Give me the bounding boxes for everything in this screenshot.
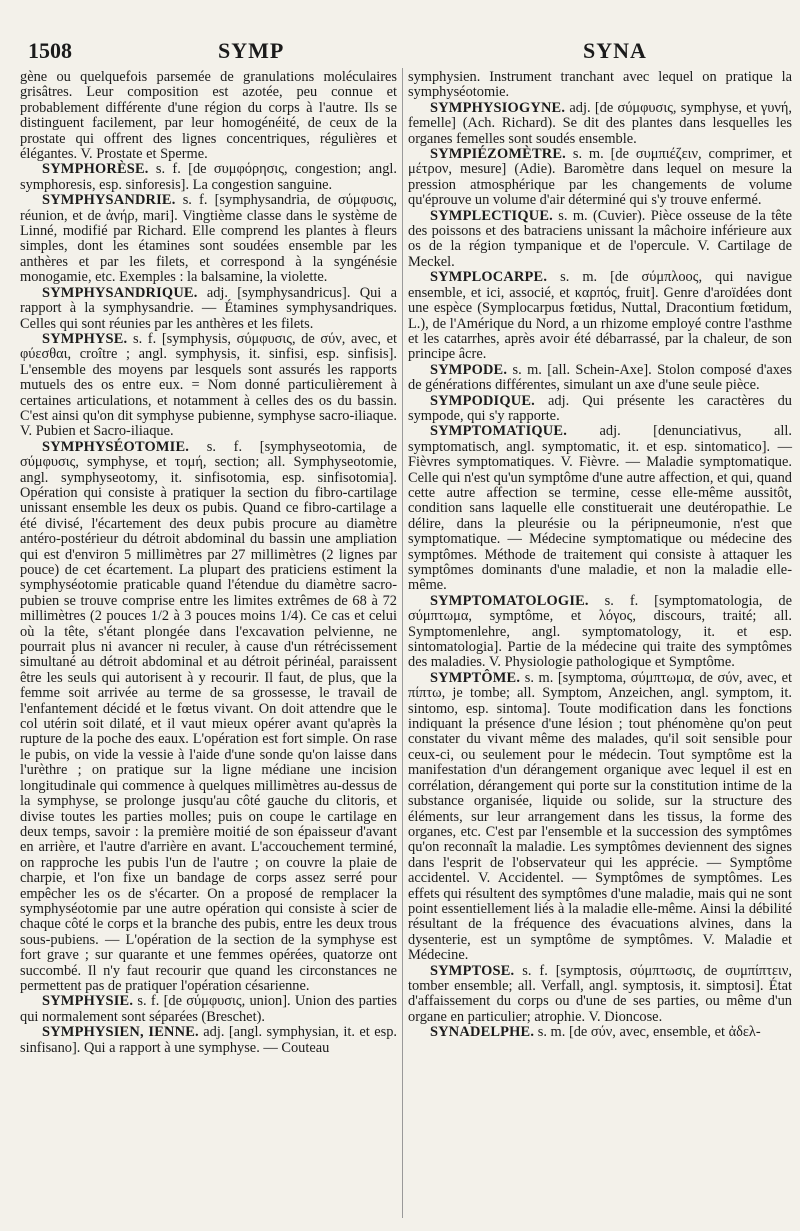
headword: SYMPTOSE. xyxy=(430,962,515,979)
dictionary-entry xyxy=(20,286,397,332)
entry-text: s. m. [de σύμπλοος, qui navigue ensemble, et ici, associé, et καρπός, fruit]. Genre d'aroïdées dont une espèce (Symplocarpus fœtidus, Nuttal, Dracontium fœtidum, L.), de l'Amérique du Nord, a un rhizome employé contre l'asthme et les catarrhes, après avoir été débarrassé, par la chaleur, de son principe âcre. xyxy=(408,269,792,363)
headword: SYMPHYSIE. xyxy=(42,993,134,1010)
headword: SYMPHYSE. xyxy=(42,330,128,347)
dictionary-entry xyxy=(408,363,792,394)
entry-text: s. m. [symptoma, σύμπτωμα, de σύν, avec, et πίπτω, je tombe; all. Symptom, Anzeichen, angl. symptom, it. sintomo, esp. sintoma]. Toute modification dans les fonctions indiquant la présence d'une lésion ; tout phénomène qu'on peut constater du vivant même des malades, qu'il soit sensible pour ceux-ci, ou seulement pour le médecin. Tout symptôme est la manifestation d'un dérangement organique avec lequel il est en corrélation, dérangement qui porte sur la constitution intime de la substance organisée, liquide ou solide, sur la structure des éléments, sur leur arrangement dans les tissus, la forme des organes, etc. C'est par l'ensemble et la succession des symptômes qu'on reconnaît la maladie. Les symptômes deviennent des signes dans l'esprit de l'observateur qui les apprécie. — Symptôme accidentel. V. Accidentel. — Symptômes de symptômes. Les effets qui résultent des symptômes d'une maladie, mais qui ne sont point essentiellement liés à la maladie elle-même. Ainsi la débilité résultant de la fréquence des évacuations alvines, dans la dysenterie, est un symptôme de symptômes. V. Maladie et Médecine. xyxy=(408,669,792,964)
entry-text: s. f. [symptosis, σύμπτωσις, de συμπίπτειν, tomber ensemble; all. Verfall, angl. symptosis, it. simptosi]. État d'affaissement du corps ou d'une de ses parties, ou même d'un organe en particulier; atrophie. V. Dioncose. xyxy=(408,962,792,1025)
entry-text: adj. [denunciativus, all. symptomatisch, angl. symptomatic, it. et esp. sintomatico]. — Fièvres symptomatiques. V. Fièvre. — Maladie symptomatique. Celle qui n'est qu'un symptôme d'une autre affection, et qui, quand cette autre affection se termine, cesse elle-même aussitôt, condition sans laquelle elle constituerait une deutéropathie. Le délire, dans la pleurésie ou la péripneumonie, n'est que symptomatique. — Médecine symptomatique ou médecine des symptômes. Méthode de traitement qui consiste à attaquer les symptômes dominants d'une maladie, et non la maladie elle-même. xyxy=(408,423,792,594)
dictionary-entry xyxy=(408,1025,792,1040)
headword: SYMPTOMATOLOGIE. xyxy=(430,592,589,609)
headword: SYMPHYSIEN, IENNE. xyxy=(42,1024,199,1041)
entry-text: adj. [angl. symphysian, it. et esp. sinfisano]. Qui a rapport à une symphyse. — Couteau xyxy=(20,1024,397,1056)
entry-text: adj. [symphysandricus]. Qui a rapport à la symphysandrie. — Étamines symphysandriques. Celles qui sont réunies par les anthères et les filets. xyxy=(20,284,397,332)
dictionary-entry xyxy=(20,162,397,193)
entry-text: adj. Qui présente les caractères du sympode, qui s'y rapporte. xyxy=(408,392,792,424)
dictionary-entry xyxy=(408,964,792,1026)
entry-continuation: gène ou quelquefois parsemée de granulations moléculaires grisâtres. Leur composition est azotée, peu connue et probablement différente d'une région du corps à l'autre. Ils se distinguent facilement, par leur homogénéité, de ceux de la prostate qui offrent des lignes concentriques, régulières et élégantes. V. Prostate et Sperme. xyxy=(20,69,397,163)
headword: SYMPODE. xyxy=(430,361,508,378)
dictionary-entry xyxy=(408,209,792,271)
headword: SYMPIÉZOMÈTRE. xyxy=(430,146,566,163)
entry-text: s. f. [symphysis, σύμφυσις, de σύν, avec, et φύεσθαι, croître ; angl. symphysis, it. sinfisi, esp. sinfisis]. L'ensemble des moyens par lesquels sont assurés les rapports mutuels des os entre eux. = Nom donné particulièrement à certaines articulations, et notamment à celles des os du bassin. C'est ainsi qu'on dit symphyse pubienne, symphyse sacro-iliaque. V. Pubien et Sacro-iliaque. xyxy=(20,330,397,440)
column-divider xyxy=(402,68,403,1218)
headword: SYMPLECTIQUE. xyxy=(430,207,553,224)
headword: SYMPTÔME. xyxy=(430,669,521,686)
dictionary-entry xyxy=(20,332,397,440)
entry-text: s. m. [all. Schein-Axe]. Stolon composé d'axes de générations différentes, simulant un axe d'une seule pièce. xyxy=(408,361,792,394)
dictionary-entry xyxy=(408,594,792,671)
headword: SYMPLOCARPE. xyxy=(430,269,548,286)
entry-text: s. f. [symphyseotomia, de σύμφυσις, symphyse, et τομή, section; all. Symphyseotomie, angl. symphyseotomy, it. sinfisotomia, esp. sinfisotomia]. Opération qui consiste à pratiquer la section du fibro-cartilage unissant ensemble les deux os pubis. Quand ce fibro-cartilage a été divisé, l'écartement des deux pubis procure au diamètre antéro-postérieur du détroit abdominal du bassin une ampliation qui est d'environ 5 millimètres par 27 millimètres (2 lignes par pouce) de cet écartement. La plupart des praticiens estiment la symphyséotomie praticable quand l'étendue du diamètre sacro-pubien se trouve comprise entre les limites extrêmes de 68 à 72 millimètres (2 pouces 1/2 à 3 pouces moins 1/4). Ce cas et celui où la tête, s'étant plongée dans l'excavation pelvienne, ne pourrait plus ni avancer ni reculer, à cause d'un rétrécissement simultané au détroit abdominal et au détroit périnéal, paraissent être les seuls qui autorisent à y recourir. Il faut, de plus, que la femme soit arrivée au terme de sa grossesse, le travail de l'enfantement décidé et le fœtus vivant. On doit attendre que le col utérin soit dilaté, et il vaut mieux opérer avant qu'après la rupture de la poche des eaux. L'opération est fort simple. On rase le pubis, on vide la vessie à l'aide d'une sonde qu'on laisse dans l'urèthre ; on pratique sur la ligne médiane une incision longitudinale qui commence à quelques millimètres au-dessus de la symphyse, se prolonge jusqu'au côté gauche du clitoris, et divise toutes les parties molles; puis on coupe le cartilage en deux temps, savoir : la première moitié de son épaisseur d'avant en arrière, et l'autre d'arrière en avant. L'accouchement terminé, on rapproche les pubis l'un de l'autre ; on couvre la plaie de charpie, et l'on fixe un bandage de corps assez serré pour empêcher les os de s'écarter. On a proposé de remplacer la symphyséotomie par une autre opération qui consiste à scier de chaque côté le corps et la branche des pubis, entre les deux trous sous-pubiens. — L'opération de la section de la symphyse est fort grave ; sur quarante et une femmes opérées, quatorze ont succombé. Il n'y faut recourir que quand les circonstances ne permettent pas de pratiquer l'opération césarienne. xyxy=(20,438,397,994)
right-column xyxy=(408,70,792,1041)
dictionary-entry xyxy=(20,440,397,995)
headword: SYMPHYSIOGYNE. xyxy=(430,99,566,116)
headword: SYMPHORÈSE. xyxy=(42,161,149,178)
headword: SYMPHYSANDRIQUE. xyxy=(42,284,198,301)
page-number: 1508 xyxy=(28,38,72,63)
entry-continuation: symphysien. Instrument tranchant avec lequel on pratique la symphyséotomie. xyxy=(408,69,792,101)
dictionary-entry xyxy=(408,424,792,593)
dictionary-entry xyxy=(20,994,397,1025)
guide-word-left: SYMP xyxy=(218,38,285,63)
left-column xyxy=(20,70,397,1056)
headword: SYNADELPHE. xyxy=(430,1024,535,1041)
guide-word-right: SYNA xyxy=(583,38,647,63)
entry-text: s. m. [de σύν, avec, ensemble, et ἀδελ- xyxy=(534,1024,761,1041)
headword: SYMPHYSANDRIE. xyxy=(42,192,176,209)
dictionary-entry xyxy=(20,1025,397,1056)
headword: SYMPODIQUE. xyxy=(430,392,535,409)
dictionary-entry xyxy=(408,671,792,964)
dictionary-entry xyxy=(408,394,792,425)
dictionary-entry xyxy=(408,270,792,362)
entry-text: s. m. (Cuvier). Pièce osseuse de la tête des poissons et des batraciens unissant la mâchoire inférieure aux os de la région tympanique et de l'opercule. V. Cartilage de Meckel. xyxy=(408,207,792,270)
entry-text: s. f. [de σύμφυσις, union]. Union des parties qui normalement sont séparées (Breschet). xyxy=(20,993,397,1025)
entry-text: s. f. [de συμφόρησις, congestion; angl. symphoresis, esp. sinforesis]. La congestion sanguine. xyxy=(20,161,397,193)
entry-text: s. f. [symphysandria, de σύμφυσις, réunion, et de ἀνήρ, mari]. Vingtième classe dans le système de Linné, modifié par Richard. Elle comprend les plantes à fleurs simples, dont les étamines sont soudées ensemble par les anthères et par les filets, et correspond à la syngénésie monogamie, etc. Exemples : la balsamine, la violette. xyxy=(20,192,397,286)
entry-text: s. m. [de συμπιέζειν, comprimer, et μέτρον, mesure] (Adie). Baromètre dans lequel on mesure la pression atmosphérique par les changements de volume qu'éprouve un volume d'air déterminé qui s'y trouve enfermé. xyxy=(408,146,792,209)
page-header xyxy=(28,38,780,68)
dictionary-entry xyxy=(408,147,792,209)
headword: SYMPTOMATIQUE. xyxy=(430,423,567,440)
dictionary-entry xyxy=(20,193,397,285)
entry-text: s. f. [symptomatologia, de σύμπτωμα, symptôme, et λόγος, discours, traité; all. Symptomenlehre, angl. symptomatology, it. et esp. sintomatologia]. Partie de la médecine qui traite des symptômes des maladies. V. Physiologie pathologique et Symptôme. xyxy=(408,592,792,671)
entry-text: adj. [de σύμφυσις, symphyse, et γυνή, femelle] (Ach. Richard). Se dit des plantes dans lesquelles les organes femelles sont soudés ensemble. xyxy=(408,99,792,147)
dictionary-entry xyxy=(408,101,792,147)
headword: SYMPHYSÉOTOMIE. xyxy=(42,438,190,455)
